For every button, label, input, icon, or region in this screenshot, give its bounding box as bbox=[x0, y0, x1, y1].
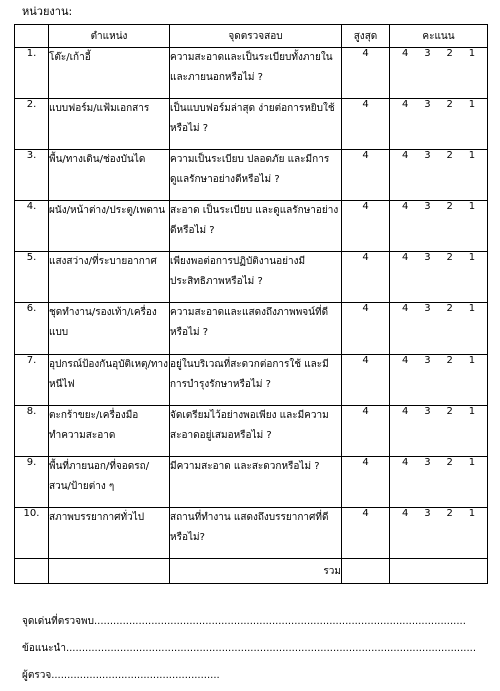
table-row bbox=[15, 303, 488, 354]
row-max-score: 4 bbox=[342, 354, 390, 405]
score-option[interactable]: 2 bbox=[446, 150, 453, 162]
table-body bbox=[15, 48, 488, 559]
header-no bbox=[15, 25, 49, 48]
score-option[interactable]: 2 bbox=[446, 99, 453, 111]
row-score-options bbox=[390, 252, 488, 303]
score-option[interactable]: 3 bbox=[424, 252, 431, 264]
row-number: 10. bbox=[15, 507, 49, 558]
row-max-score: 4 bbox=[342, 456, 390, 507]
row-score-options bbox=[390, 201, 488, 252]
row-number: 3. bbox=[15, 150, 49, 201]
row-checkpoint: จัดเตรียมไว้อย่างพอเพียง และมีความสะอาดอยู่เสมอหรือไม่ ? bbox=[170, 405, 342, 456]
row-checkpoint: มีความสะอาด และสะดวกหรือไม่ ? bbox=[170, 456, 342, 507]
row-number: 7. bbox=[15, 354, 49, 405]
evaluation-table bbox=[14, 24, 488, 584]
row-max-score: 4 bbox=[342, 303, 390, 354]
table-row bbox=[15, 99, 488, 150]
row-checkpoint: เพียงพอต่อการปฏิบัติงานอย่างมีประสิทธิภาพหรือไม่ ? bbox=[170, 252, 342, 303]
score-option[interactable]: 2 bbox=[446, 354, 453, 366]
row-score-options bbox=[390, 99, 488, 150]
score-option[interactable]: 3 bbox=[424, 201, 431, 213]
score-option[interactable]: 2 bbox=[446, 303, 453, 315]
score-option[interactable]: 1 bbox=[468, 405, 476, 417]
score-option[interactable]: 3 bbox=[424, 507, 431, 519]
highlights-line: จุดเด่นที่ตรวจพบ..................................................................................................................... bbox=[22, 616, 466, 627]
table-row bbox=[15, 354, 488, 405]
row-max-score: 4 bbox=[342, 201, 390, 252]
score-option[interactable]: 1 bbox=[468, 48, 476, 59]
score-option[interactable]: 1 bbox=[468, 354, 476, 366]
row-checkpoint: ความสะอาดและเป็นระเบียบทั้งภายในและภายนอกหรือไม่ ? bbox=[170, 48, 342, 99]
table-row bbox=[15, 150, 488, 201]
row-checkpoint: อยู่ในบริเวณที่สะดวกต่อการใช้ และมีการบำรุงรักษาหรือไม่ ? bbox=[170, 354, 342, 405]
row-max-score: 4 bbox=[342, 150, 390, 201]
score-option[interactable]: 1 bbox=[468, 201, 476, 213]
row-number: 5. bbox=[15, 252, 49, 303]
row-checkpoint: เป็นแบบฟอร์มล่าสุด ง่ายต่อการหยิบใช้หรือไม่ ? bbox=[170, 99, 342, 150]
row-checkpoint: สะอาด เป็นระเบียบ และดูแลรักษาอย่างดีหรือไม่ ? bbox=[170, 201, 342, 252]
row-max-score: 4 bbox=[342, 99, 390, 150]
table-row bbox=[15, 507, 488, 558]
score-option[interactable]: 3 bbox=[424, 456, 431, 468]
row-max-score: 4 bbox=[342, 252, 390, 303]
row-position: โต๊ะ/เก้าอี้ bbox=[49, 48, 170, 99]
row-score-options bbox=[390, 405, 488, 456]
row-number: 6. bbox=[15, 303, 49, 354]
row-max-score: 4 bbox=[342, 48, 390, 99]
score-option[interactable]: 2 bbox=[446, 48, 453, 59]
score-option[interactable]: 4 bbox=[401, 252, 409, 264]
table-row bbox=[15, 252, 488, 303]
row-score-options bbox=[390, 456, 488, 507]
score-option[interactable]: 4 bbox=[401, 48, 409, 59]
table-row bbox=[15, 201, 488, 252]
row-position: พื้นที่ภายนอก/ที่จอดรถ/สวน/ป้ายต่าง ๆ bbox=[49, 456, 170, 507]
header-checkpoint: จุดตรวจสอบ bbox=[170, 25, 342, 48]
score-option[interactable]: 1 bbox=[468, 150, 476, 162]
score-option[interactable]: 2 bbox=[446, 456, 453, 468]
score-option[interactable]: 2 bbox=[446, 201, 453, 213]
row-checkpoint: ความสะอาดและแสดงถึงภาพพจน์ที่ดีหรือไม่ ? bbox=[170, 303, 342, 354]
row-number: 4. bbox=[15, 201, 49, 252]
header-max: สูงสุด bbox=[342, 25, 390, 48]
table-row bbox=[15, 456, 488, 507]
row-max-score: 4 bbox=[342, 405, 390, 456]
row-score-options bbox=[390, 150, 488, 201]
score-option[interactable]: 1 bbox=[468, 456, 476, 468]
row-max-score: 4 bbox=[342, 507, 390, 558]
score-option[interactable]: 4 bbox=[401, 201, 409, 213]
row-number: 9. bbox=[15, 456, 49, 507]
unit-label: หน่วยงาน: bbox=[22, 5, 73, 18]
score-option[interactable]: 1 bbox=[468, 507, 476, 519]
score-option[interactable]: 3 bbox=[424, 99, 431, 111]
score-option[interactable]: 3 bbox=[424, 48, 431, 59]
score-option[interactable]: 1 bbox=[468, 303, 476, 315]
score-option[interactable]: 2 bbox=[446, 507, 453, 519]
row-position: ผนัง/หน้าต่าง/ประตู/เพดาน bbox=[49, 201, 170, 252]
score-option[interactable]: 3 bbox=[424, 303, 431, 315]
score-option[interactable]: 2 bbox=[446, 252, 453, 264]
suggestions-line: ข้อแนะนำ................................................................................................................................. bbox=[22, 643, 476, 654]
score-option[interactable]: 4 bbox=[401, 507, 409, 519]
row-score-options bbox=[390, 303, 488, 354]
score-option[interactable]: 4 bbox=[401, 150, 409, 162]
row-position: ตะกร้าขยะ/เครื่องมือทำความสะอาด bbox=[49, 405, 170, 456]
row-position: ชุดทำงาน/รองเท้า/เครื่องแบบ bbox=[49, 303, 170, 354]
table-row bbox=[15, 405, 488, 456]
table-row bbox=[15, 48, 488, 99]
row-number: 2. bbox=[15, 99, 49, 150]
score-option[interactable]: 4 bbox=[401, 354, 409, 366]
row-number: 1. bbox=[15, 48, 49, 99]
row-position: แบบฟอร์ม/แฟ้มเอกสาร bbox=[49, 99, 170, 150]
score-option[interactable]: 1 bbox=[468, 252, 476, 264]
row-score-options bbox=[390, 507, 488, 558]
row-position: แสงสว่าง/ที่ระบายอากาศ bbox=[49, 252, 170, 303]
row-score-options bbox=[390, 354, 488, 405]
header-score: คะแนน bbox=[390, 25, 488, 48]
row-number: 8. bbox=[15, 405, 49, 456]
row-checkpoint: สถานที่ทำงาน แสดงถึงบรรยากาศที่ดีหรือไม่? bbox=[170, 507, 342, 558]
header-row bbox=[15, 25, 488, 48]
score-option[interactable]: 3 bbox=[424, 150, 431, 162]
score-option[interactable]: 4 bbox=[401, 456, 409, 468]
score-option[interactable]: 4 bbox=[401, 99, 409, 111]
total-label: รวม bbox=[170, 559, 342, 584]
total-row bbox=[15, 559, 488, 584]
score-option[interactable]: 4 bbox=[401, 405, 409, 417]
inspector-line: ผู้ตรวจ..................................................... bbox=[22, 670, 220, 681]
score-option[interactable]: 2 bbox=[446, 405, 453, 417]
row-position: พื้น/ทางเดิน/ช่องบันได bbox=[49, 150, 170, 201]
row-position: อุปกรณ์ป้องกันอุบัติเหตุ/ทางหนีไฟ bbox=[49, 354, 170, 405]
score-option[interactable]: 3 bbox=[424, 405, 431, 417]
row-checkpoint: ความเป็นระเบียบ ปลอดภัย และมีการดูแลรักษาอย่างดีหรือไม่ ? bbox=[170, 150, 342, 201]
row-position: สภาพบรรยากาศทั่วไป bbox=[49, 507, 170, 558]
score-option[interactable]: 3 bbox=[424, 354, 431, 366]
header-position: ตำแหน่ง bbox=[49, 25, 170, 48]
row-score-options bbox=[390, 48, 488, 99]
score-option[interactable]: 1 bbox=[468, 99, 476, 111]
score-option[interactable]: 4 bbox=[401, 303, 409, 315]
